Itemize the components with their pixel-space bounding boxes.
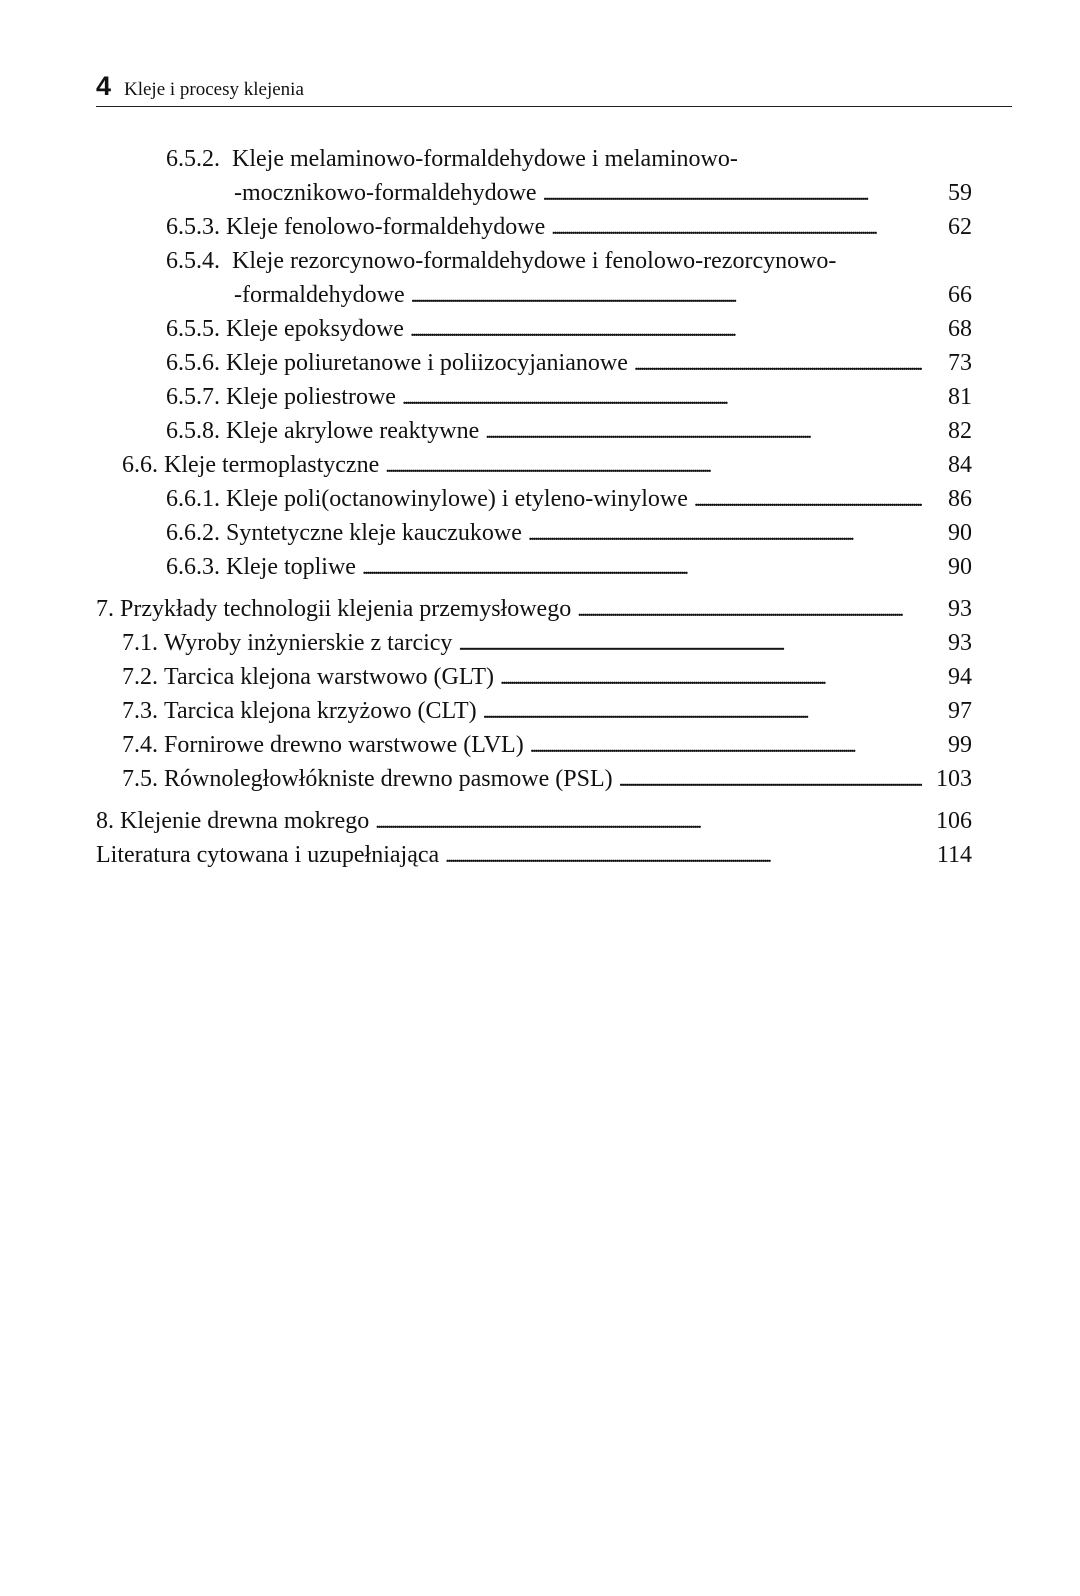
toc-entry-text: Literatura cytowana i uzupełniająca xyxy=(96,842,440,868)
toc-entry-number: 7. xyxy=(96,596,114,622)
toc-entry xyxy=(166,346,972,380)
dot-leader xyxy=(458,627,922,661)
toc-entry-text: Kleje rezorcynowo-formaldehydowe i fenolowo-rezorcynowo- xyxy=(232,248,837,274)
toc-entry-text: Równoległowłókniste drewno pasmowe (PSL) xyxy=(164,766,613,792)
dot-leader xyxy=(530,729,922,763)
toc-entry-page: 93 xyxy=(948,596,972,622)
toc-entry-page: 94 xyxy=(948,664,972,690)
running-header xyxy=(96,70,1012,107)
toc-entry-number: 6.5.7. xyxy=(166,384,220,410)
toc-entry-page: 73 xyxy=(948,350,972,376)
toc-entry-number: 7.2. xyxy=(122,664,158,690)
toc-entry-page: 97 xyxy=(948,698,972,724)
toc-entry-text: Kleje fenolowo-formaldehydowe xyxy=(226,214,546,240)
toc-entry-page: 106 xyxy=(936,808,972,834)
toc-entry-number: 7.3. xyxy=(122,698,158,724)
dot-leader xyxy=(577,593,922,627)
toc-entry-continuation xyxy=(234,176,972,210)
toc-entry-number: 6.5.8. xyxy=(166,418,220,444)
toc-entry-page: 82 xyxy=(948,418,972,444)
toc-entry xyxy=(166,550,972,584)
toc-entry-number: 7.5. xyxy=(122,766,158,792)
toc-entry-number: 8. xyxy=(96,808,114,834)
dot-leader xyxy=(694,483,922,517)
toc-entry-number: 6.5.5. xyxy=(166,316,220,342)
toc-entry-continuation xyxy=(234,278,972,312)
dot-leader xyxy=(410,313,922,347)
toc-entry xyxy=(122,660,972,694)
toc-entry xyxy=(166,380,972,414)
toc-entry-text: Kleje akrylowe reaktywne xyxy=(226,418,480,444)
toc-entry-page: 68 xyxy=(948,316,972,342)
toc-entry xyxy=(122,762,972,796)
toc-entry-page: 103 xyxy=(936,766,972,792)
toc-entry-text: Wyroby inżynierskie z tarcicy xyxy=(164,630,453,656)
toc-entry-text: Kleje poliuretanowe i poliizocyjanianowe xyxy=(226,350,628,376)
toc-entry xyxy=(166,482,972,516)
dot-leader xyxy=(634,347,922,381)
toc-entry-text: Syntetyczne kleje kauczukowe xyxy=(226,520,522,546)
toc-entry-number: 7.4. xyxy=(122,732,158,758)
toc-entry xyxy=(122,448,972,482)
toc-entry-number: 6.6.2. xyxy=(166,520,220,546)
toc-entry xyxy=(166,312,972,346)
toc-entry-number: 6.6.1. xyxy=(166,486,220,512)
toc-entry-page: 84 xyxy=(948,452,972,478)
toc-entry-page: 81 xyxy=(948,384,972,410)
toc-entry-page: 99 xyxy=(948,732,972,758)
toc-entry-page: 66 xyxy=(948,282,972,308)
dot-leader xyxy=(483,695,922,729)
toc-entry-number: 7.1. xyxy=(122,630,158,656)
toc-entry xyxy=(96,838,972,872)
dot-leader xyxy=(385,449,922,483)
toc-entry xyxy=(166,244,836,278)
toc-entry-text: Kleje poliestrowe xyxy=(226,384,396,410)
toc-entry xyxy=(96,804,972,838)
toc-entry xyxy=(166,210,972,244)
toc-entry-text: Kleje topliwe xyxy=(226,554,356,580)
toc-entry-number: 6.6.3. xyxy=(166,554,220,580)
header-title: Kleje i procesy klejenia xyxy=(124,79,304,100)
toc-entry xyxy=(122,626,972,660)
toc-entry xyxy=(166,142,738,176)
dot-leader xyxy=(543,177,922,211)
toc-entry xyxy=(122,728,972,762)
toc-entry-number: 6.5.2. xyxy=(166,146,220,172)
toc-entry-number: 6.6. xyxy=(122,452,158,478)
toc-entry-number: 6.5.4. xyxy=(166,248,220,274)
dot-leader xyxy=(445,839,922,873)
dot-leader xyxy=(619,763,922,797)
toc-entry-text: Kleje termoplastyczne xyxy=(164,452,380,478)
toc-entry xyxy=(122,694,972,728)
toc-entry-page: 114 xyxy=(936,842,972,868)
toc-entry-page: 62 xyxy=(948,214,972,240)
toc-entry-text: Klejenie drewna mokrego xyxy=(120,808,370,834)
toc-entry-text: Kleje melaminowo-formaldehydowe i melaminowo- xyxy=(232,146,738,172)
dot-leader xyxy=(411,279,922,313)
toc-entry-page: 59 xyxy=(948,180,972,206)
dot-leader xyxy=(402,381,922,415)
dot-leader xyxy=(500,661,922,695)
toc-entry-page: 93 xyxy=(948,630,972,656)
toc-entry-text: Tarcica klejona warstwowo (GLT) xyxy=(164,664,494,690)
toc-entry-text: Kleje epoksydowe xyxy=(226,316,404,342)
toc-entry-text: Kleje poli(octanowinylowe) i etyleno-winylowe xyxy=(226,486,688,512)
dot-leader xyxy=(362,551,922,585)
toc-entry-page: 90 xyxy=(948,554,972,580)
toc-entry-text: Tarcica klejona krzyżowo (CLT) xyxy=(164,698,477,724)
toc-entry-text: Fornirowe drewno warstwowe (LVL) xyxy=(164,732,524,758)
toc-entry-text-continued: -mocznikowo-formaldehydowe xyxy=(234,180,537,206)
toc-entry xyxy=(166,516,972,550)
toc-entry-page: 86 xyxy=(948,486,972,512)
toc-entry-text-continued: -formaldehydowe xyxy=(234,282,405,308)
toc-entry-page: 90 xyxy=(948,520,972,546)
dot-leader xyxy=(375,805,922,839)
dot-leader xyxy=(485,415,922,449)
toc-entry-number: 6.5.3. xyxy=(166,214,220,240)
toc-entry xyxy=(166,414,972,448)
page-number: 4 xyxy=(96,71,112,101)
toc-entry-number: 6.5.6. xyxy=(166,350,220,376)
toc-entry-text: Przykłady technologii klejenia przemysłowego xyxy=(120,596,572,622)
toc-entry xyxy=(96,592,972,626)
dot-leader xyxy=(528,517,922,551)
dot-leader xyxy=(551,211,922,245)
